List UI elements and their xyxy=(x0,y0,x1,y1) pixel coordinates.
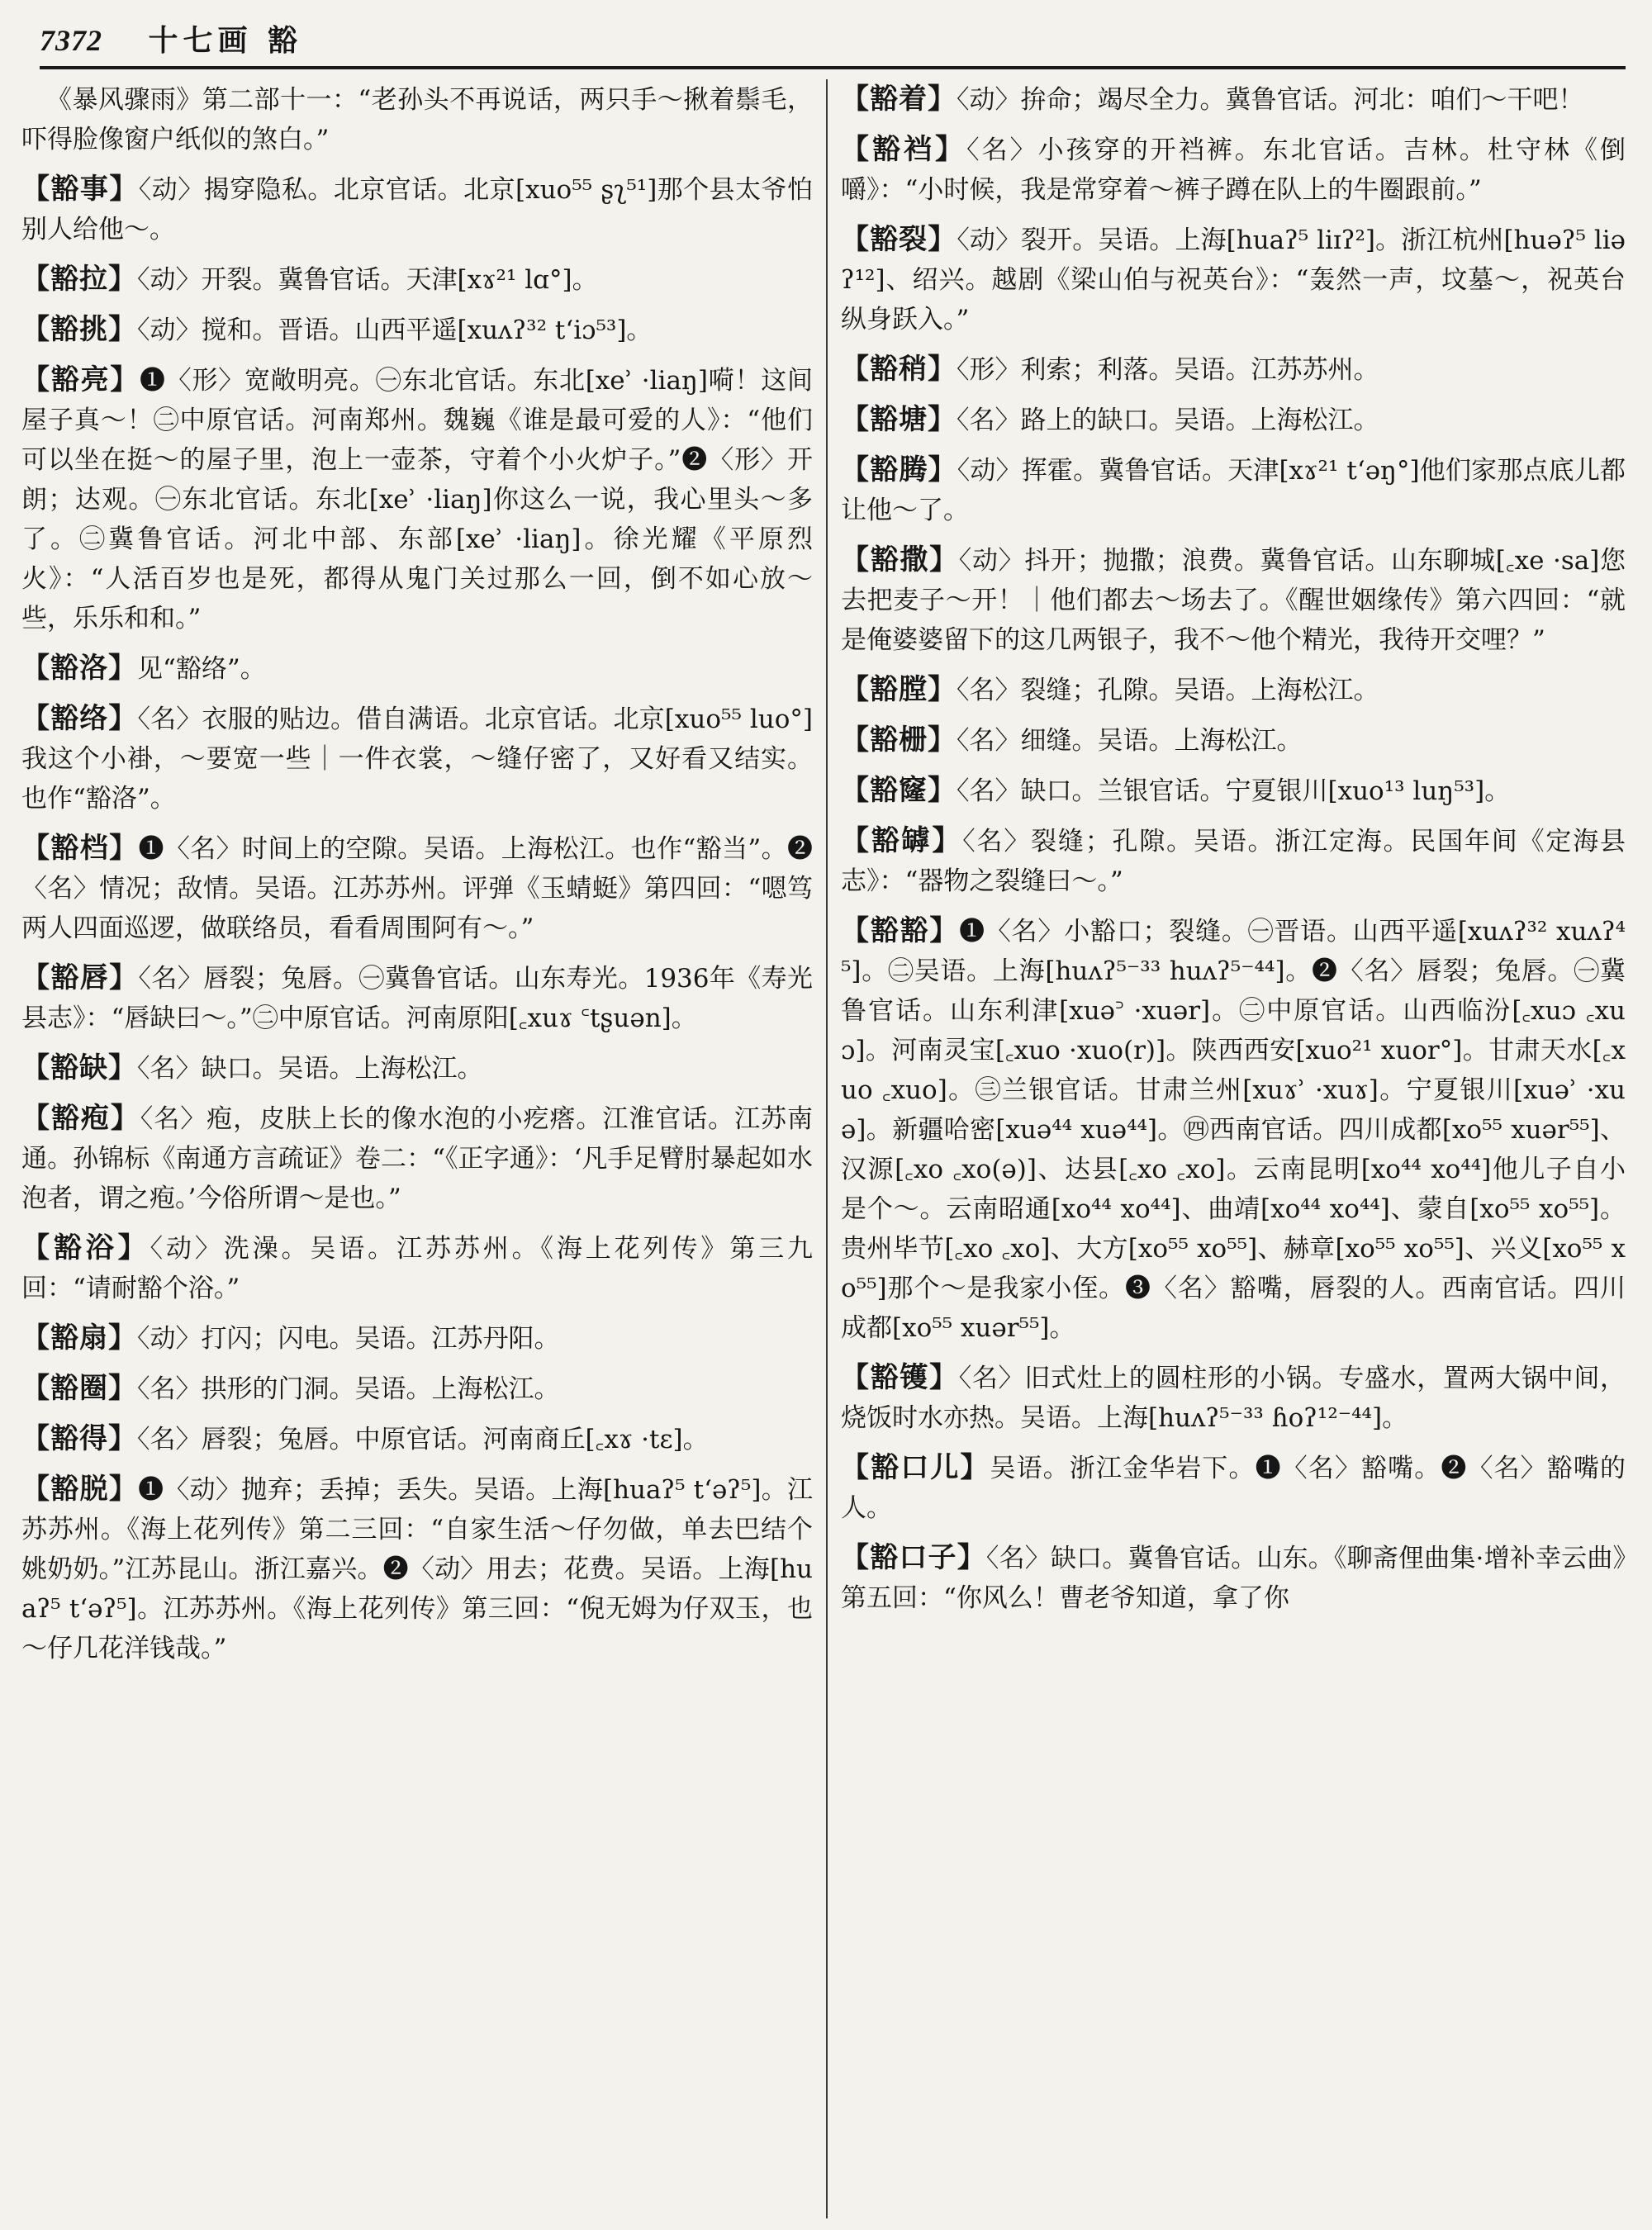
column-divider xyxy=(826,79,828,2218)
entry-headword: 【豁塘】 xyxy=(841,403,957,436)
entry-headword: 【豁腾】 xyxy=(841,453,957,486)
entry xyxy=(21,1318,813,1359)
entry xyxy=(21,1419,813,1459)
entry-body: 〈名〉小孩穿的开裆裤。东北官话。吉林。杜守林《倒嚼》：“小时候，我是常穿着～裤子蹲在队上的牛圈跟前。” xyxy=(841,135,1626,205)
entry xyxy=(21,1098,813,1218)
entry-body: 《暴风骤雨》第二部十一：“老孙头不再说话，两只手～揪着鬃毛，吓得脸像窗户纸似的煞白。” xyxy=(21,85,813,154)
entry xyxy=(841,821,1626,901)
entry-body: 吴语。浙江金华岩下。❶〈名〉豁嘴。❷〈名〉豁嘴的人。 xyxy=(841,1454,1626,1523)
entry-body: ❶〈动〉抛弃；丢掉；丢失。吴语。上海[huaʔ⁵ tʻəʔ⁵]。江苏苏州。《海上花列传》第二三回：“自家生活～仔勿做，单去巴结个姚奶奶。”江苏昆山。浙江嘉兴。❷〈动〉用去；花费。吴语。上海[huaʔ⁵ tʻəʔ⁵]。江苏苏州。《海上花列传》第三回：“倪无姆为仔双玉，也～仔几花洋钱哉。” xyxy=(21,1475,813,1663)
entry xyxy=(841,79,1626,120)
entry-headword: 【豁豁】 xyxy=(841,914,960,947)
entry xyxy=(841,220,1626,339)
entry xyxy=(841,1358,1626,1438)
entry-body: ❶〈名〉时间上的空隙。吴语。上海松江。也作“豁当”。❷〈名〉情况；敌情。吴语。江苏苏州。评弹《玉蜻蜓》第四回：“嗯笃两人四面巡逻，做联络员，看看周围阿有～。” xyxy=(21,834,813,943)
entry-headword: 【豁口儿】 xyxy=(841,1451,990,1484)
entry-headword: 【豁疱】 xyxy=(21,1102,140,1135)
entry xyxy=(21,1369,813,1409)
right-column xyxy=(841,79,1626,2218)
entry-headword: 【豁口子】 xyxy=(841,1541,986,1574)
entry-headword: 【豁挑】 xyxy=(21,313,137,346)
entry-body: 〈形〉利索；利落。吴语。江苏苏州。 xyxy=(957,355,1379,385)
entry xyxy=(841,771,1626,811)
entry-body: 〈动〉打闪；闪电。吴语。江苏丹阳。 xyxy=(137,1324,560,1354)
entry xyxy=(841,911,1626,1348)
entry xyxy=(841,1448,1626,1528)
entry-body: 〈名〉拱形的门洞。吴语。上海松江。 xyxy=(137,1374,560,1404)
entry-headword: 【豁扇】 xyxy=(21,1321,137,1355)
entry-body: 〈动〉揭穿隐私。北京官话。北京[xuo⁵⁵ ʂʅ⁵¹]那个县太爷怕别人给他～。 xyxy=(21,175,813,244)
entry-headword: 【豁事】 xyxy=(21,173,139,206)
entry xyxy=(841,720,1626,761)
entry xyxy=(21,828,813,948)
left-column xyxy=(21,79,813,2218)
entry-body: 〈名〉唇裂；兔唇。中原官话。河南商丘[꜀xɤ ·tɛ]。 xyxy=(137,1425,709,1454)
entry-headword: 【豁唇】 xyxy=(21,961,139,994)
entry-body: 〈动〉开裂。冀鲁官话。天津[xɤ²¹ lɑ°]。 xyxy=(137,265,598,295)
entry-body: 〈名〉细缝。吴语。上海松江。 xyxy=(957,726,1303,756)
entry-body: 〈名〉裂缝；孔隙。吴语。上海松江。 xyxy=(957,676,1379,705)
entry-body: ❶〈名〉小豁口；裂缝。㊀晋语。山西平遥[xuʌʔ³² xuʌʔ⁴⁵]。㊁吴语。上海[huʌʔ⁵⁻³³ huʌʔ⁵⁻⁴⁴]。❷〈名〉唇裂；兔唇。㊀冀鲁官话。山东利津[xuə꜄ ·xuər]。㊁中原官话。山西临汾[꜀xuɔ ꜀xuɔ]。河南灵宝[꜀xuo ·xuo(r)]。陕西西安[xuo²¹ xuor°]。甘肃天水[꜀xuo ꜀xuo]。㊂兰银官话。甘肃兰州[xuɤʾ ·xuɤ]。宁夏银川[xuəʾ ·xuə]。新疆哈密[xuə⁴⁴ xuə⁴⁴]。㊃西南官话。四川成都[xo⁵⁵ xuər⁵⁵]、汉源[꜀xo ꜀xo(ə)]、达县[꜀xo ꜀xo]。云南昆明[xo⁴⁴ xo⁴⁴]他儿子自小是个～。云南昭通[xo⁴⁴ xo⁴⁴]、曲靖[xo⁴⁴ xo⁴⁴]、蒙自[xo⁵⁵ xo⁵⁵]。贵州毕节[꜀xo ꜀xo]、大方[xo⁵⁵ xo⁵⁵]、赫章[xo⁵⁵ xo⁵⁵]、兴义[xo⁵⁵ xo⁵⁵]那个～是我家小侄。❸〈名〉豁嘴，唇裂的人。西南官话。四川成都[xo⁵⁵ xuər⁵⁵]。 xyxy=(841,917,1626,1343)
entry-headword: 【豁膛】 xyxy=(841,673,957,706)
entry-body: 〈名〉疱，皮肤上长的像水泡的小疙瘩。江淮官话。江苏南通。孙锦标《南通方言疏证》卷二：“《正字通》：‘凡手足臂肘暴起如水泡者，谓之疱。’今俗所谓～是也。” xyxy=(21,1104,813,1213)
entry-continuation xyxy=(21,79,813,159)
entry xyxy=(21,1228,813,1308)
entry xyxy=(21,259,813,300)
header-rule xyxy=(40,66,1626,69)
entry xyxy=(841,670,1626,710)
entry-headword: 【豁稍】 xyxy=(841,353,957,386)
entry-body: 〈动〉洗澡。吴语。江苏苏州。《海上花列传》第三九回：“请耐豁个浴。” xyxy=(21,1234,813,1303)
entry xyxy=(21,360,813,638)
entry-body: 〈名〉唇裂；兔唇。㊀冀鲁官话。山东寿光。1936年《寿光县志》：“唇缺曰～。”㊁中原官话。河南原阳[꜀xuɤ ꜂tʂuən]。 xyxy=(21,964,813,1033)
entry-body: 〈名〉缺口。冀鲁官话。山东。《聊斋俚曲集·增补幸云曲》第五回：“你风么！曹老爷知道，拿了你 xyxy=(841,1544,1626,1613)
entry-body: 〈名〉裂缝；孔隙。吴语。浙江定海。民国年间《定海县志》：“器物之裂缝曰～。” xyxy=(841,827,1626,896)
entry-headword: 【豁浴】 xyxy=(21,1231,150,1264)
entry-headword: 【豁着】 xyxy=(841,83,957,116)
entry-body: 〈动〉抖开；抛撒；浪费。冀鲁官话。山东聊城[꜀xe ·sa]您去把麦子～开！｜他们都去～场去了。《醒世姻缘传》第六四回：“就是俺婆婆留下的这几两银子，我不～他个精光，我待开交哩？” xyxy=(841,546,1626,655)
page-header xyxy=(40,17,1626,64)
entry xyxy=(21,169,813,249)
entry-headword: 【豁拉】 xyxy=(21,263,137,296)
entry-headword: 【豁罅】 xyxy=(841,824,963,857)
entry-headword: 【豁裆】 xyxy=(841,133,967,166)
entry xyxy=(841,540,1626,660)
entry-headword: 【豁栅】 xyxy=(841,724,957,757)
entry-headword: 【豁得】 xyxy=(21,1422,137,1455)
entry xyxy=(841,349,1626,390)
entry xyxy=(841,450,1626,530)
entry xyxy=(841,130,1626,210)
entry-body: ❶〈形〉宽敞明亮。㊀东北官话。东北[xeʾ ·liaŋ]嗬！这间屋子真～！㊁中原官话。河南郑州。魏巍《谁是最可爱的人》：“他们可以坐在挺～的屋子里，泡上一壶茶，守着个小火炉子。”❷〈形〉开朗；达观。㊀东北官话。东北[xeʾ ·liaŋ]你这么一说，我心里头～多了。㊁冀鲁官话。河北中部、东部[xeʾ ·liaŋ]。徐光耀《平原烈火》：“人活百岁也是死，都得从鬼门关过那么一回，倒不如心放～些，乐乐和和。” xyxy=(21,366,813,633)
entry-body: 〈名〉缺口。兰银官话。宁夏银川[xuo¹³ luŋ⁵³]。 xyxy=(957,776,1511,806)
entry-body: 〈动〉挥霍。冀鲁官话。天津[xɤ²¹ tʻəŋ°]他们家那点底儿都让他～了。 xyxy=(841,456,1626,525)
entry-body: 〈动〉搅和。晋语。山西平遥[xuʌʔ³² tʻiɔ⁵³]。 xyxy=(137,316,653,345)
entry-body: 〈名〉旧式灶上的圆柱形的小锅。专盛水，置两大锅中间，烧饭时水亦热。吴语。上海[huʌʔ⁵⁻³³ ɦoʔ¹²⁻⁴⁴]。 xyxy=(841,1364,1626,1433)
entry-headword: 【豁圈】 xyxy=(21,1372,137,1405)
entry-headword: 【豁络】 xyxy=(21,702,138,735)
entry-body: 〈动〉拚命；竭尽全力。冀鲁官话。河北：咱们～干吧！ xyxy=(957,85,1584,115)
entry-headword: 【豁亮】 xyxy=(21,363,140,396)
entry xyxy=(841,400,1626,440)
entry-body: 〈名〉路上的缺口。吴语。上海松江。 xyxy=(957,406,1379,435)
page-number: 7372 xyxy=(40,24,102,57)
entry-headword: 【豁脱】 xyxy=(21,1473,139,1506)
entry-headword: 【豁洛】 xyxy=(21,652,137,685)
entry-body: 〈名〉缺口。吴语。上海松江。 xyxy=(137,1054,483,1084)
entry xyxy=(21,1048,813,1089)
entry-headword: 【豁裂】 xyxy=(841,223,957,256)
entry-body: 〈名〉衣服的贴边。借自满语。北京官话。北京[xuo⁵⁵ luo°]我这个小褂，～要宽一些｜一件衣裳，～缝仔密了，又好看又结实。也作“豁洛”。 xyxy=(21,705,813,814)
entry-body: 〈动〉裂开。吴语。上海[huaʔ⁵ liɪʔ²]。浙江杭州[huəʔ⁵ liəʔ¹²]、绍兴。越剧《梁山伯与祝英台》：“轰然一声，坟墓～，祝英台纵身跃入。” xyxy=(841,225,1626,334)
entry xyxy=(21,958,813,1038)
section-title: 十七画 豁 xyxy=(148,23,302,58)
entry-headword: 【豁缺】 xyxy=(21,1051,137,1084)
entry xyxy=(21,699,813,818)
entry xyxy=(21,310,813,350)
entry-headword: 【豁档】 xyxy=(21,832,139,865)
entry xyxy=(841,1538,1626,1618)
entry-body: 见“豁络”。 xyxy=(137,654,266,684)
entry-headword: 【豁撒】 xyxy=(841,543,959,576)
entry xyxy=(21,1469,813,1668)
entry xyxy=(21,648,813,689)
entry-headword: 【豁镬】 xyxy=(841,1361,959,1394)
entry-headword: 【豁窿】 xyxy=(841,774,957,807)
